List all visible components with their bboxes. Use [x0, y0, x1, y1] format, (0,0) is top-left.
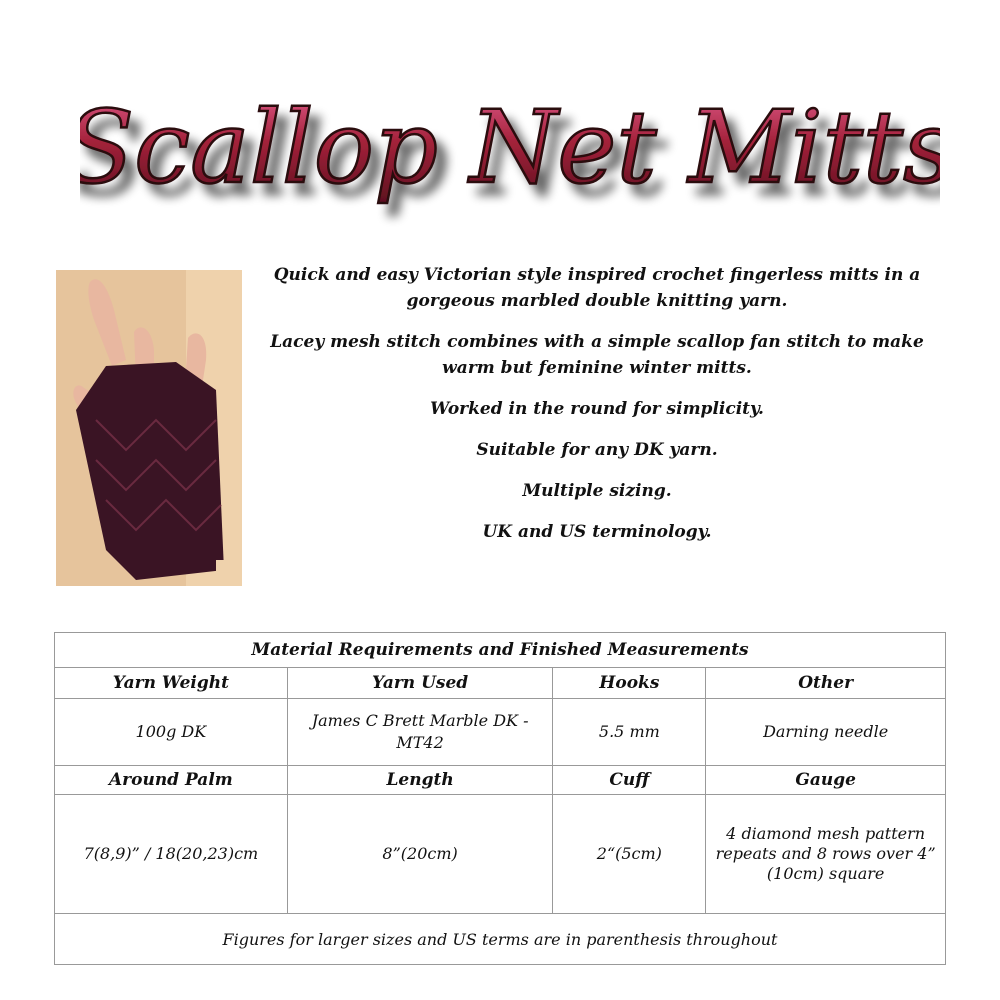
- materials-table: [54, 632, 946, 965]
- header-other: Other: [706, 668, 946, 699]
- header-cuff: Cuff: [553, 766, 706, 795]
- header-around-palm: Around Palm: [55, 766, 288, 795]
- cell-length: 8”(20cm): [287, 795, 553, 914]
- cell-hooks: 5.5 mm: [553, 699, 706, 766]
- page-title-banner: [80, 70, 940, 230]
- description-line: Quick and easy Victorian style inspired crochet fingerless mitts in a gorgeous marbled double knitting yarn.: [273, 265, 921, 311]
- cell-other: Darning needle: [706, 699, 946, 766]
- description-line: Worked in the round for simplicity.: [430, 399, 764, 419]
- cell-yarn-weight: 100g DK: [55, 699, 288, 766]
- cell-yarn-used: James C Brett Marble DK - MT42: [287, 699, 553, 766]
- page-title: Scallop Net Mitts: [80, 89, 940, 206]
- description-line: Suitable for any DK yarn.: [476, 440, 718, 460]
- title-graphic: [80, 70, 940, 230]
- cell-gauge: 4 diamond mesh pattern repeats and 8 rows over 4” (10cm) square: [706, 795, 946, 914]
- description-line: UK and US terminology.: [482, 522, 712, 542]
- header-yarn-weight: Yarn Weight: [55, 668, 288, 699]
- cell-cuff: 2“(5cm): [553, 795, 706, 914]
- description-line: Multiple sizing.: [522, 481, 672, 501]
- description-line: Lacey mesh stitch combines with a simple scallop fan stitch to make warm but feminine winter mitts.: [270, 332, 924, 378]
- cell-around-palm: 7(8,9)” / 18(20,23)cm: [55, 795, 288, 914]
- pattern-description: [252, 262, 942, 560]
- header-gauge: Gauge: [706, 766, 946, 795]
- table-caption: Material Requirements and Finished Measurements: [55, 633, 946, 668]
- table-footnote: Figures for larger sizes and US terms are in parenthesis throughout: [55, 914, 946, 965]
- header-hooks: Hooks: [553, 668, 706, 699]
- header-yarn-used: Yarn Used: [287, 668, 553, 699]
- header-length: Length: [287, 766, 553, 795]
- mitt-photo: [56, 270, 242, 586]
